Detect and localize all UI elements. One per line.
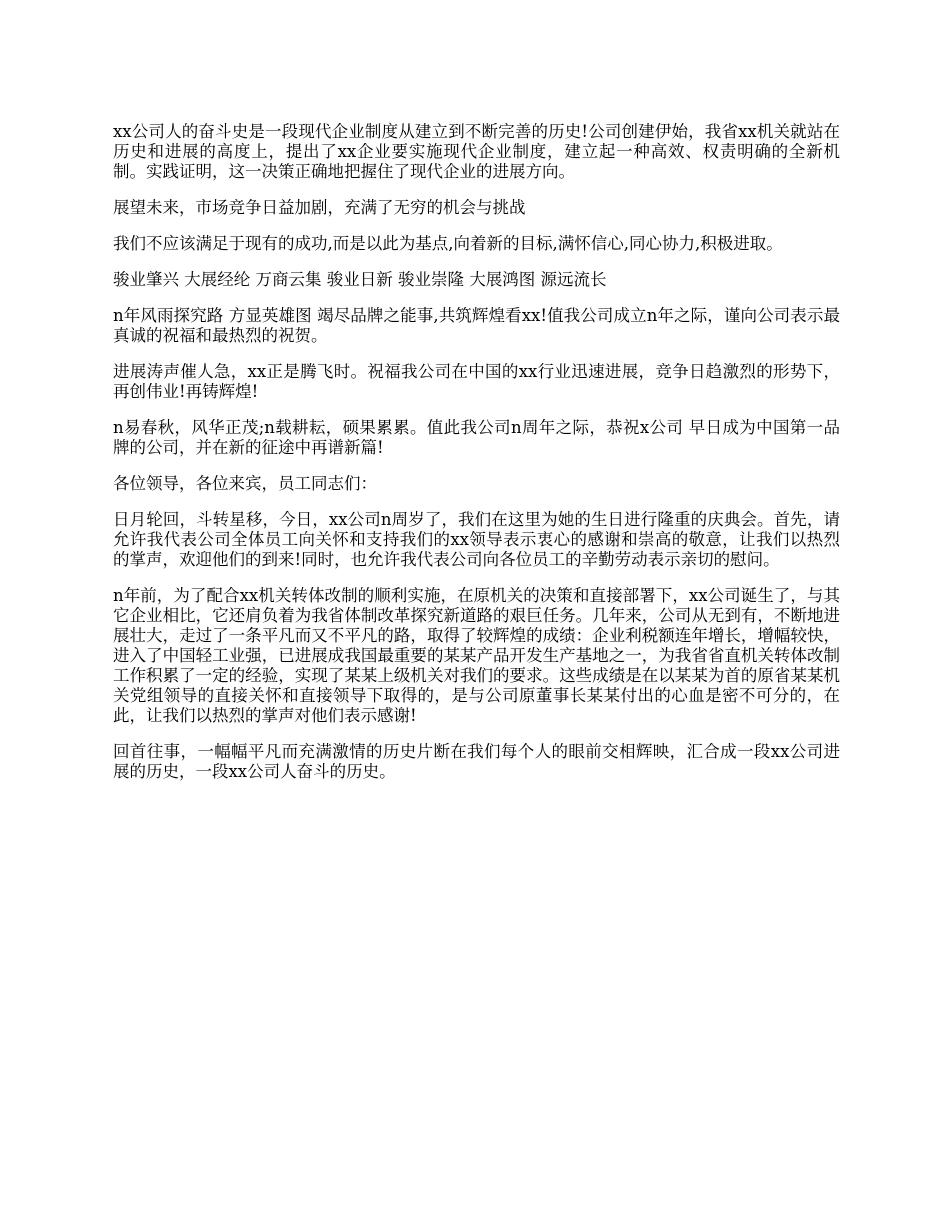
paragraph-6: 进展涛声催人急，xx正是腾飞时。祝福我公司在中国的xx行业迅速进展，竞争日趋激烈的形势下，再创伟业!再铸辉煌! <box>113 362 840 401</box>
paragraph-8: 各位领导，各位来宾，员工同志们： <box>113 474 377 493</box>
paragraph-5: n年风雨探究路 方显英雄图 竭尽品牌之能事,共筑辉煌看xx!值我公司成立n年之际，谨向公司表示最真诚的祝福和最热烈的祝贺。 <box>113 306 840 345</box>
paragraph-2: 展望未来，市场竞争日益加剧，充满了无穷的机会与挑战 <box>113 198 526 217</box>
paragraph-1: xx公司人的奋斗史是一段现代企业制度从建立到不断完善的历史!公司创建伊始，我省xx机关就站在历史和进展的高度上，提出了xx企业要实施现代企业制度，建立起一种高效、权责明确的全新机制。实践证明，这一决策正确地把握住了现代企业的进展方向。 <box>113 122 840 181</box>
paragraph-11: 回首往事，一幅幅平凡而充满激情的历史片断在我们每个人的眼前交相辉映，汇合成一段xx公司进展的历史，一段xx公司人奋斗的历史。 <box>113 742 840 781</box>
paragraph-9: 日月轮回，斗转星移，今日，xx公司n周岁了，我们在这里为她的生日进行隆重的庆典会。首先，请允许我代表公司全体员工向关怀和支持我们的xx领导表示衷心的感谢和崇高的敬意，让我们以热烈的掌声，欢迎他们的到来!同时，也允许我代表公司向各位员工的辛勤劳动表示亲切的慰问。 <box>113 510 840 569</box>
paragraph-3: 我们不应该满足于现有的成功,而是以此为基点,向着新的目标,满怀信心,同心协力,积极进取。 <box>113 234 783 253</box>
paragraph-10: n年前，为了配合xx机关转体改制的顺利实施，在原机关的决策和直接部署下，xx公司诞生了，与其它企业相比，它还肩负着为我省体制改革探究新道路的艰巨任务。几年来，公司从无到有，不断地进展壮大，走过了一条平凡而又不平凡的路，取得了较辉煌的成绩：企业利税额连年增长，增幅较快，进入了中国轻工业强，已进展成我国最重要的某某产品开发生产基地之一，为我省省直机关转体改制工作积累了一定的经验，实现了某某上级机关对我们的要求。这些成绩是在以某某为首的原省某某机关党组领导的直接关怀和直接领导下取得的，是与公司原董事长某某付出的心血是密不可分的，在此，让我们以热烈的掌声对他们表示感谢! <box>113 586 840 725</box>
paragraph-4: 骏业肇兴 大展经纶 万商云集 骏业日新 骏业崇隆 大展鸿图 源远流长 <box>113 270 607 289</box>
document-page <box>113 122 840 798</box>
paragraph-7: n易春秋，风华正茂;n载耕耘，硕果累累。值此我公司n周年之际，恭祝x公司 早日成为中国第一品牌的公司，并在新的征途中再谱新篇! <box>113 418 840 457</box>
